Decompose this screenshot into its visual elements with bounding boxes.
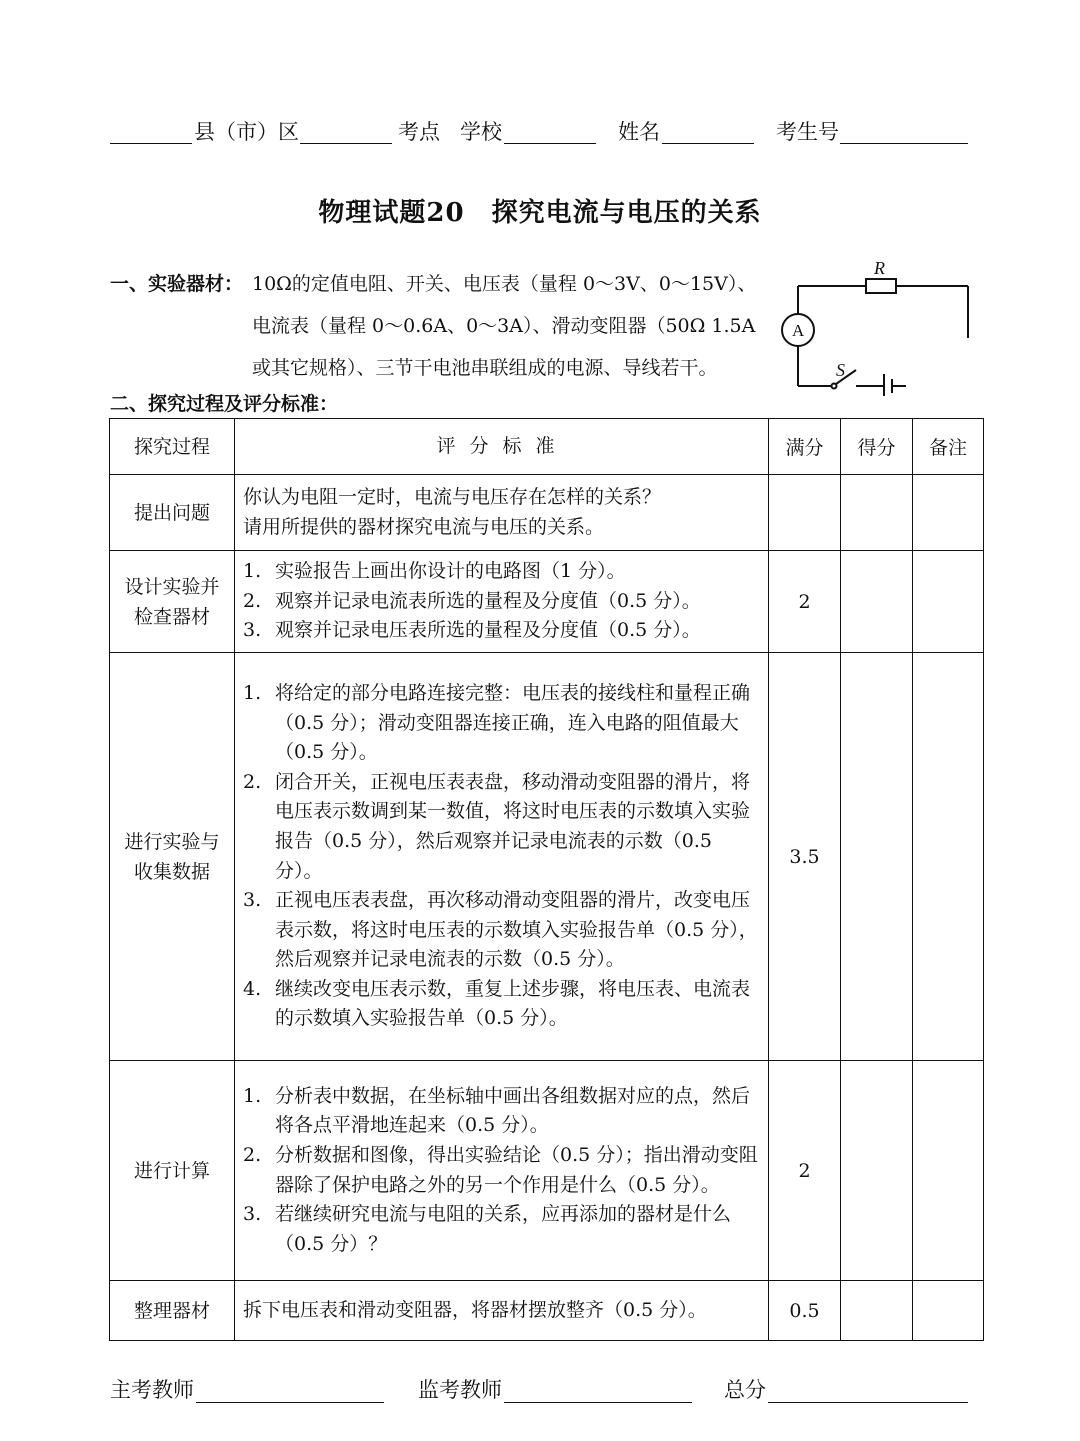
row3-full-score: 3.5 <box>769 653 841 1061</box>
section2-heading: 二、探究过程及评分标准： <box>110 393 339 415</box>
exam-number-label: 考生号 <box>776 120 839 144</box>
row1-note-cell[interactable] <box>913 475 984 551</box>
switch-label: S <box>836 360 845 380</box>
header-note: 备注 <box>913 419 984 475</box>
row3-note-cell[interactable] <box>913 653 984 1061</box>
header-process: 探究过程 <box>110 419 235 475</box>
exam-point-label: 考点 <box>398 120 440 144</box>
row4-note-cell[interactable] <box>913 1061 984 1281</box>
row2-note-cell[interactable] <box>913 551 984 653</box>
row5-standard <box>235 1281 769 1341</box>
resistor-symbol <box>866 279 896 293</box>
table-row <box>110 475 984 551</box>
table-row <box>110 1281 984 1341</box>
name-label: 姓名 <box>618 120 660 144</box>
equipment-line-3: 或其它规格）、三节干电池串联组成的电源、导线若干。 <box>252 357 718 379</box>
page-title: 物理试题20 探究电流与电压的关系 <box>318 198 762 228</box>
row4-standard <box>235 1061 769 1281</box>
header-standard: 评分标准 <box>235 419 769 475</box>
row1-full-score <box>769 475 841 551</box>
row4-full-score: 2 <box>769 1061 841 1281</box>
row1-line: 你认为电阻一定时，电流与电压存在怎样的关系？ <box>243 485 662 508</box>
list-item: 2. 闭合开关，正视电压表表盘，移动滑动变阻器的滑片，将电压表示数调到某一数值，将这时电压表的示数填入实验报告（0.5 分），然后观察并记录电流表的示数（0.5 分）。 <box>243 770 751 882</box>
row5-score-cell[interactable] <box>841 1281 913 1341</box>
row3-standard <box>235 653 769 1061</box>
list-item: 1. 实验报告上画出你设计的电路图（1 分）。 <box>243 560 626 583</box>
school-blank[interactable] <box>504 143 596 144</box>
total-score-label: 总分 <box>724 1378 766 1402</box>
chief-teacher-label: 主考教师 <box>110 1378 194 1402</box>
row1-line: 请用所提供的器材探究电流与电压的关系。 <box>243 515 605 538</box>
row2-standard <box>235 551 769 653</box>
list-item: 2. 观察并记录电流表所选的量程及分度值（0.5 分）。 <box>243 589 701 612</box>
row5-note-cell[interactable] <box>913 1281 984 1341</box>
row3-score-cell[interactable] <box>841 653 913 1061</box>
equipment-line-2: 电流表（量程 0～0.6A、0～3A）、滑动变阻器（50Ω 1.5A <box>252 315 756 337</box>
list-item: 1. 将给定的部分电路连接完整：电压表的接线柱和量程正确（0.5 分）；滑动变阻器连接正确，连入电路的阻值最大（0.5 分）。 <box>243 681 751 764</box>
scoring-table <box>109 418 984 1341</box>
list-item: 3. 若继续研究电流与电阻的关系，应再添加的器材是什么（0.5 分）？ <box>243 1203 732 1255</box>
row4-process: 进行计算 <box>110 1061 235 1281</box>
total-score-blank[interactable] <box>768 1402 968 1403</box>
circuit-diagram <box>776 252 976 396</box>
row3-process: 进行实验与 收集数据 <box>110 653 235 1061</box>
row4-score-cell[interactable] <box>841 1061 913 1281</box>
header-full-score: 满分 <box>769 419 841 475</box>
row5-process: 整理器材 <box>110 1281 235 1341</box>
equipment-line-1: 10Ω的定值电阻、开关、电压表（量程 0～3V、0～15V）、 <box>252 273 757 295</box>
name-blank[interactable] <box>662 143 754 144</box>
resistor-label: R <box>874 258 885 278</box>
row1-score-cell[interactable] <box>841 475 913 551</box>
row2-process: 设计实验并 检查器材 <box>110 551 235 653</box>
row2-score-cell[interactable] <box>841 551 913 653</box>
proctor-blank[interactable] <box>504 1402 692 1403</box>
list-item: 3. 观察并记录电压表所选的量程及分度值（0.5 分）。 <box>243 619 701 642</box>
table-row <box>110 653 984 1061</box>
list-item: 1. 分析表中数据，在坐标轴中画出各组数据对应的点，然后将各点平滑地连起来（0.5 分）。 <box>243 1084 751 1137</box>
header-score: 得分 <box>841 419 913 475</box>
table-row <box>110 551 984 653</box>
district-blank[interactable] <box>110 143 192 144</box>
district-label: 县（市）区 <box>194 120 299 144</box>
list-item: 4. 继续改变电压表示数，重复上述步骤，将电压表、电流表的示数填入实验报告单（0.5 分）。 <box>243 977 751 1030</box>
row5-line: 拆下电压表和滑动变阻器，将器材摆放整齐（0.5 分）。 <box>243 1298 707 1321</box>
table-header-row <box>110 419 984 475</box>
row1-standard <box>235 475 769 551</box>
row2-full-score: 2 <box>769 551 841 653</box>
table-row <box>110 1061 984 1281</box>
row1-process: 提出问题 <box>110 475 235 551</box>
list-item: 2. 分析数据和图像，得出实验结论（0.5 分）；指出滑动变阻器除了保护电路之外的另一个作用是什么（0.5 分）。 <box>243 1143 758 1196</box>
exam-number-blank[interactable] <box>840 143 968 144</box>
row5-full-score: 0.5 <box>769 1281 841 1341</box>
ammeter-label: A <box>792 321 805 340</box>
list-item: 3. 正视电压表表盘，再次移动滑动变阻器的滑片，改变电压表示数，将这时电压表的示数填入实验报告单（0.5 分），然后观察并记录电流表的示数（0.5 分）。 <box>243 889 758 971</box>
school-label: 学校 <box>460 120 502 144</box>
chief-teacher-blank[interactable] <box>196 1402 384 1403</box>
section1-heading: 一、实验器材： <box>110 273 244 295</box>
proctor-label: 监考教师 <box>418 1378 502 1402</box>
exam-point-blank[interactable] <box>300 143 392 144</box>
